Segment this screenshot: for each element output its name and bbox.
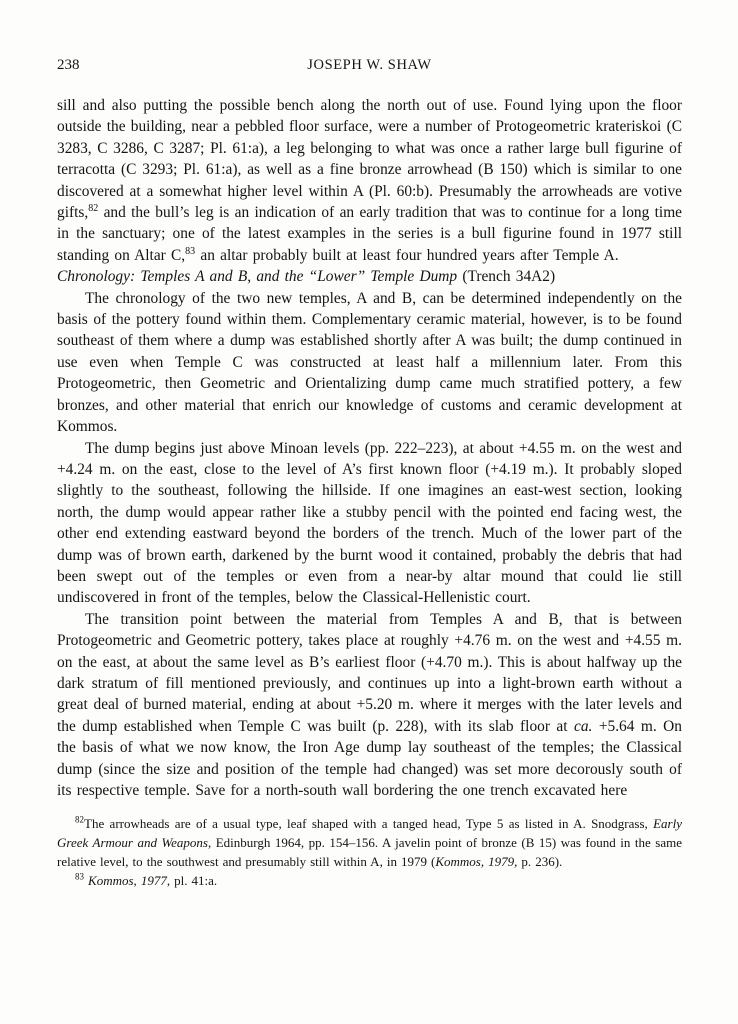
- paragraph-text: sill and also putting the possible bench along the north out of use. Found lying upon the floor outside the building, near a pebbled floor surface, were a number of Protogeometric krateriskoi (C 3283, C 3286, C 3287; Pl. 61:a), a leg belonging to what was once a rather large bull figurine of terracotta (C 3293; Pl. 61:a), as well as a fine bronze arrowhead (B 150) which is similar to one discovered at a somewhat higher level within A (Pl. 60:b). Presumably the arrowheads are votive gifts,: [57, 97, 682, 222]
- paragraph-text: The transition point between the material from Temples A and B, that is between Protogeometric and Geometric pottery, takes place at roughly +4.76 m. on the west and +4.55 m. on the east, at about the same level as B’s earliest floor (+4.70 m.). This is about halfway up the dark stratum of fill mentioned previously, and continues up into a light-brown earth without a great deal of burned material, ending at about +5.20 m. where it merges with the later levels and the dump established when Temple C was built (p. 228), with its slab floor at: [57, 610, 682, 735]
- paragraph-text: and the bull’s leg is an indication of an early tradition that was to continue for a long time in the sanctuary; one of the latest examples in the series is a bull figurine found in 1977 still standing on Altar C,: [57, 204, 682, 264]
- page-number: 238: [57, 57, 80, 73]
- paragraph-text-italic: ca.: [574, 717, 593, 735]
- footnote-text-italic: Kommos, 1977: [84, 873, 167, 889]
- paragraph: [57, 438, 682, 609]
- section-heading-roman: (Trench 34A2): [457, 268, 556, 286]
- footnote-text-italic: Early Greek Armour and Weapons: [57, 816, 682, 851]
- paragraph-text: The chronology of the two new temples, A and B, can be determined independently on the basis of the pottery found within them. Complementary ceramic material, however, is to be found southeast of them where a dump was established shortly after A was built; the dump continued in use even when Temple C was constructed at least half a millennium later. From this Protogeometric, then Geometric and Orientalizing dump came much stratified pottery, a few bronzes, and other material that enrich our knowledge of customs and ceramic development at Kommos.: [57, 289, 682, 436]
- paragraph-continuation: [57, 95, 682, 266]
- footnote-marker-83: 83: [75, 872, 84, 883]
- footnote-text: , pl. 41:a.: [166, 873, 218, 889]
- paragraph: [57, 288, 682, 438]
- footnote: [57, 814, 682, 871]
- footnote-text-italic: Kommos, 1979,: [435, 854, 518, 870]
- page-header: [57, 57, 682, 74]
- footnote-marker-82: 82: [75, 815, 84, 826]
- page-body: [57, 95, 682, 801]
- footnote-text: The arrowheads are of a usual type, leaf shaped with a tanged head, Type 5 as listed in A. Snodgrass,: [84, 816, 654, 832]
- section-heading-italic: Chronology: Temples A and B, and the “Lower” Temple Dump: [57, 268, 458, 286]
- paragraph-text: The dump begins just above Minoan levels (pp. 222–223), at about +4.55 m. on the west and +4.24 m. on the east, close to the level of A’s first known floor (+4.19 m.). It probably sloped slightly to the southeast, following the hillside. If one imagines an east-west section, looking north, the dump would appear rather like a stubby pencil with the pointed end facing west, the other end extending eastward beyond the borders of the trench. Much of the lower part of the dump was of brown earth, darkened by the burnt wood it contained, probably the debris that had been swept out of the temples or even from a near-by altar mound that could lie still undiscovered in front of the temples, below the Classical-Hellenistic court.: [57, 439, 682, 607]
- footnote: [57, 871, 682, 890]
- footnote-text: , Edinburgh 1964, pp. 154–156. A javelin point of bronze (B 15) was found in the same relative level, to the southwest and presumably still within A, in 1979 (: [57, 835, 682, 870]
- paragraph-text: an altar probably built at least four hundred years after Temple A.: [195, 246, 619, 264]
- footnote-ref-82: 82: [88, 202, 99, 214]
- footnote-ref-83: 83: [185, 245, 196, 257]
- paragraph: [57, 609, 682, 802]
- running-head-author: JOSEPH W. SHAW: [307, 57, 432, 73]
- paragraph-text: +5.64 m. On the basis of what we now know, the Iron Age dump lay southeast of the temples; the Classical dump (since the size and position of the temple had changed) was set more decorously south of its respective temple. Save for a north-south wall bordering the one trench excavated here: [57, 717, 682, 799]
- section-heading: [57, 266, 682, 287]
- footnotes-section: [57, 814, 682, 890]
- footnote-text: p. 236).: [517, 854, 563, 870]
